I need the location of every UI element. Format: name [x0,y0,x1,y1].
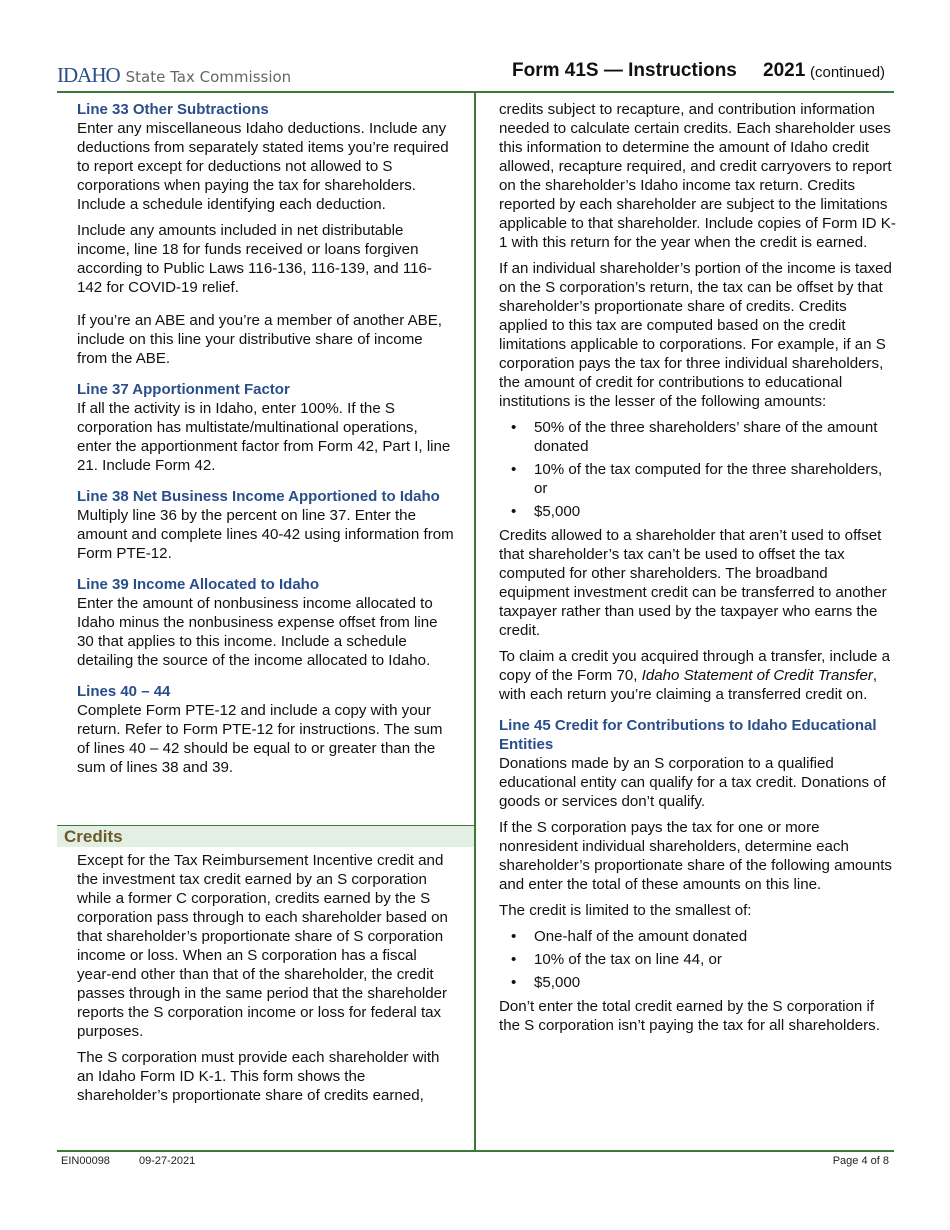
list-item: • 50% of the three shareholders’ share of the amount donated [511,419,878,455]
page-header [57,60,893,90]
line33-paragraph-1: Enter any miscellaneous Idaho deductions. Include any deductions from separately stated items you’re required to report except for deductions not allowed to S corporations when paying the tax for shareholders. Include a schedule identifying each deduction. [77,120,449,213]
line38-heading: Line 38 Net Business Income Apportioned to Idaho [77,488,440,505]
bullet: • [511,928,517,945]
form70-title: Idaho Statement of Credit Transfer [641,667,873,684]
line39-heading: Line 39 Income Allocated to Idaho [77,576,319,593]
line39-paragraph: Enter the amount of nonbusiness income allocated to Idaho minus the nonbusiness expense offset from line 30 that applies to this income. Include a schedule detailing the source of the income allocated to Idaho. [77,595,438,669]
lines40-44-paragraph: Complete Form PTE-12 and include a copy with your return. Refer to Form PTE-12 for instructions. The sum of lines 40 – 42 should be equal to or greater than the sum of lines 38 and 39. [77,702,443,776]
form-year: 2021 [763,60,806,81]
lines40-44-heading: Lines 40 – 44 [77,683,171,700]
footer-rule [57,1150,894,1152]
list-item: • One-half of the amount donated [511,928,748,945]
line38-paragraph: Multiply line 36 by the percent on line 37. Enter the amount and complete lines 40-42 using information from Form PTE-12. [77,507,454,562]
right-paragraph-2: If an individual shareholder’s portion of the income is taxed on the S corporation’s return, the tax can be offset by that shareholder’s proportionate share of credits. Credits applied to this tax are computed based on the credit limitations applicable to corporations. For example, if an S corporation pays the tax for three individual shareholders, the amount of credit for contributions to educational institutions is the lesser of the following amounts: [499,260,892,410]
idaho-logo [57,63,291,88]
list-item: • $5,000 [511,503,581,520]
footer-date: 09-27-2021 [139,1155,196,1167]
footer-form-code: EIN00098 [61,1155,110,1167]
credit-limit-list [499,418,897,521]
bullet: • [511,419,517,436]
line37-paragraph: If all the activity is in Idaho, enter 100%. If the S corporation has multistate/multinational operations, enter the apportionment factor from Form 42, Part I, line 21. Include Form 42. [77,400,451,474]
credits-title: Credits [64,827,123,846]
bullet: • [511,951,517,968]
line33-paragraph-3: If you’re an ABE and you’re a member of another ABE, include on this line your distributive share of income from the ABE. [77,312,442,367]
credits-body [77,851,455,1112]
line33-paragraph-2: Include any amounts included in net distributable income, line 18 for funds received or loans forgiven according to Public Laws 116-136, 116-139, and 116-142 for COVID-19 relief. [77,222,432,296]
line45-heading: Line 45 Credit for Contributions to Idaho Educational Entities [499,717,877,753]
line45-paragraph-4: Don’t enter the total credit earned by the S corporation if the S corporation isn’t paying the tax for all shareholders. [499,998,880,1034]
right-paragraph-4: To claim a credit you acquired through a transfer, include a copy of the Form 70, Idaho Statement of Credit Transfer, with each return you’re claiming a transferred credit on. [499,648,890,703]
line37-heading: Line 37 Apportionment Factor [77,381,290,398]
credits-section-header [57,825,474,847]
agency-name: State Tax Commission [125,68,292,86]
bullet: • [511,461,517,478]
credits-paragraph-2: The S corporation must provide each shareholder with an Idaho Form ID K-1. This form shows the shareholder’s proportionate share of credits earned, [77,1049,440,1104]
right-column [499,100,897,1042]
form-title: Form 41S — Instructions [512,60,737,81]
line45-paragraph-3: The credit is limited to the smallest of: [499,902,752,919]
right-paragraph-3: Credits allowed to a shareholder that aren’t used to offset that shareholder’s tax can’t be used to offset the tax computed for other shareholders. The broadband equipment investment credit can be transferred to another taxpayer rather than used by the taxpayer who earns the credit. [499,527,887,639]
continued-label: (continued) [810,64,886,81]
line45-paragraph-1: Donations made by an S corporation to a qualified educational entity can qualify for a tax credit. Donations of goods or services don’t qualify. [499,755,886,810]
logo-mark: IDAHO [57,63,120,87]
credits-paragraph-1: Except for the Tax Reimbursement Incentive credit and the investment tax credit earned by an S corporation while a former C corporation, credits earned by the S corporation pass through to each shareholder based on that shareholder’s proportionate share of S corporation income or loss. When an S corporation has a fiscal year-end other than that of the shareholder, the credit passes through in the same period that the shareholder reports the S corporation income or loss for federal tax purposes. [77,852,448,1040]
list-item: • 10% of the tax on line 44, or [511,951,722,968]
line45-limit-list [499,927,897,992]
list-item: • $5,000 [511,974,581,991]
bullet: • [511,503,517,520]
line33-heading: Line 33 Other Subtractions [77,101,269,118]
bullet: • [511,974,517,991]
column-divider [474,93,476,1151]
list-item: • 10% of the tax computed for the three shareholders, or [511,461,883,497]
footer-page-number: Page 4 of 8 [832,1155,889,1167]
left-column [77,100,455,784]
right-paragraph-1: credits subject to recapture, and contribution information needed to calculate certain credits. Each shareholder uses this information to determine the amount of Idaho credit allowed, recapture required, and credit carryovers to report on the shareholder’s Idaho income tax return. Credits reported by each shareholder are subject to the limitations applicable to that shareholder. Include copies of Form ID K-1 with this return for the year when the credit is earned. [499,101,896,251]
line45-paragraph-2: If the S corporation pays the tax for one or more nonresident individual shareholders, determine each shareholder’s proportionate share of the following amounts and enter the total of these amounts on this line. [499,819,892,893]
